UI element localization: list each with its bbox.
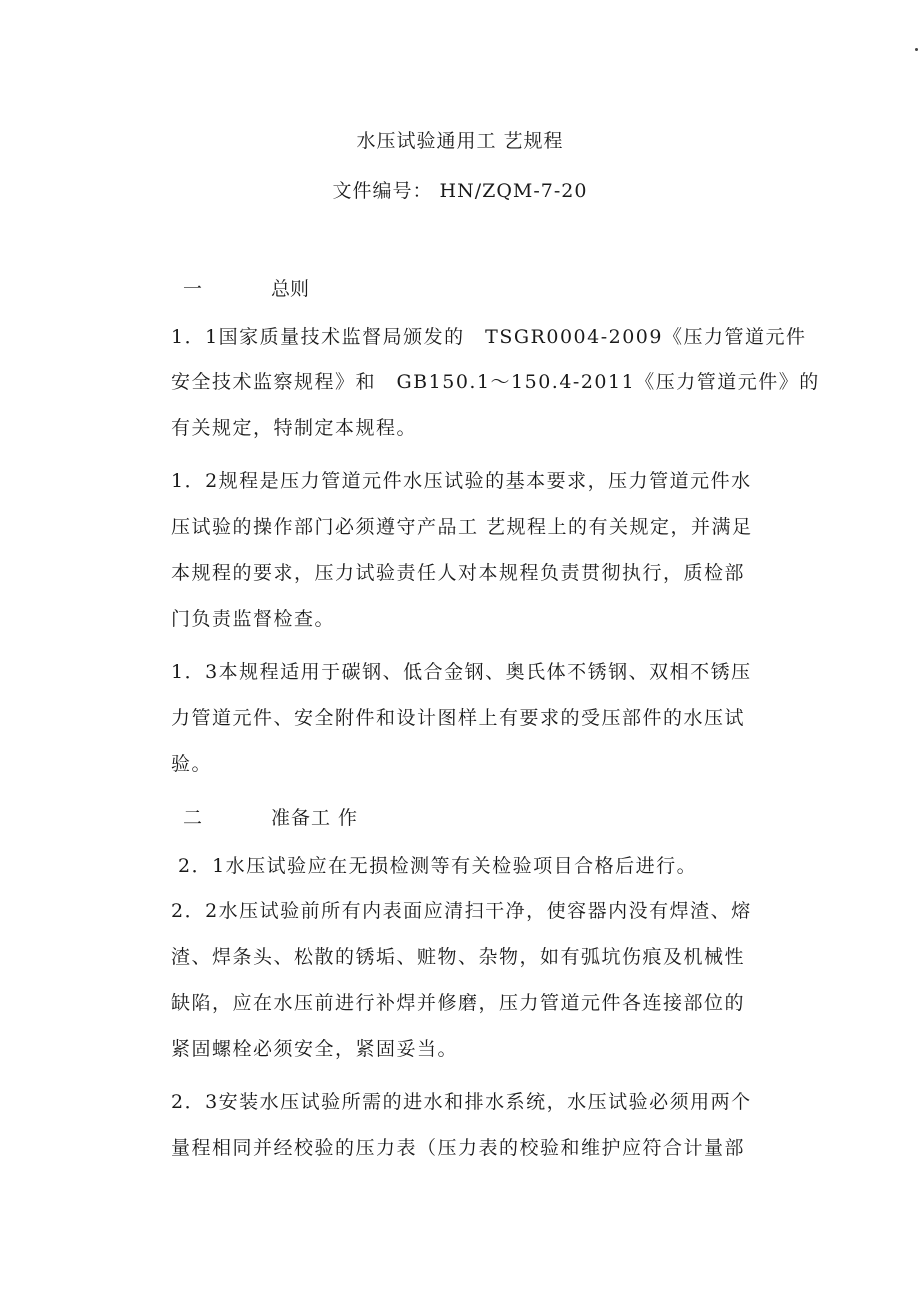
section-1-number: 一 bbox=[183, 278, 203, 300]
para-1-1-line-1: 1．1国家质量技术监督局颁发的 TSGR0004-2009《压力管道元件 bbox=[171, 326, 807, 348]
para-1-3-line-3: 验。 bbox=[171, 753, 213, 775]
section-2-title: 准备工 作 bbox=[271, 807, 359, 829]
para-1-3-line-1: 1．3本规程适用于碳钢、低合金钢、奥氏体不锈钢、双相不锈压 bbox=[171, 661, 752, 683]
section-2-number: 二 bbox=[183, 807, 203, 829]
para-2-2-line-2: 渣、焊条头、松散的锈垢、赃物、杂物，如有弧坑伤痕及机械性 bbox=[171, 946, 746, 968]
para-2-1-line-1: 2．1水压试验应在无损检测等有关检验项目合格后进行。 bbox=[178, 855, 698, 877]
para-2-2-line-3: 缺陷，应在水压前进行补焊并修磨，压力管道元件各连接部位的 bbox=[171, 992, 746, 1014]
para-1-2-line-4: 门负责监督检查。 bbox=[171, 608, 336, 630]
para-1-1-line-2: 安全技术监察规程》和 GB150.1～150.4-2011《压力管道元件》的 bbox=[171, 371, 820, 393]
para-2-3-line-2: 量程相同并经校验的压力表（压力表的校验和维护应符合计量部 bbox=[171, 1137, 746, 1159]
document-title: 水压试验通用工 艺规程 bbox=[356, 130, 564, 152]
para-1-2-line-3: 本规程的要求，压力试验责任人对本规程负责贯彻执行，质检部 bbox=[171, 562, 746, 584]
para-2-2-line-4: 紧固螺栓必须安全，紧固妥当。 bbox=[171, 1038, 459, 1060]
para-2-3-line-1: 2．3安装水压试验所需的进水和排水系统，水压试验必须用两个 bbox=[171, 1091, 752, 1113]
document-number: 文件编号： HN/ZQM-7-20 bbox=[332, 180, 588, 202]
para-1-2-line-2: 压试验的操作部门必须遵守产品工 艺规程上的有关规定，并满足 bbox=[171, 516, 753, 538]
para-1-2-line-1: 1．2规程是压力管道元件水压试验的基本要求，压力管道元件水 bbox=[171, 470, 752, 492]
page-corner-mark bbox=[915, 48, 918, 51]
para-2-2-line-1: 2．2水压试验前所有内表面应清扫干净，使容器内没有焊渣、熔 bbox=[171, 900, 752, 922]
section-1-title: 总则 bbox=[271, 278, 310, 300]
para-1-3-line-2: 力管道元件、安全附件和设计图样上有要求的受压部件的水压试 bbox=[171, 707, 746, 729]
para-1-1-line-3: 有关规定，特制定本规程。 bbox=[171, 417, 418, 439]
